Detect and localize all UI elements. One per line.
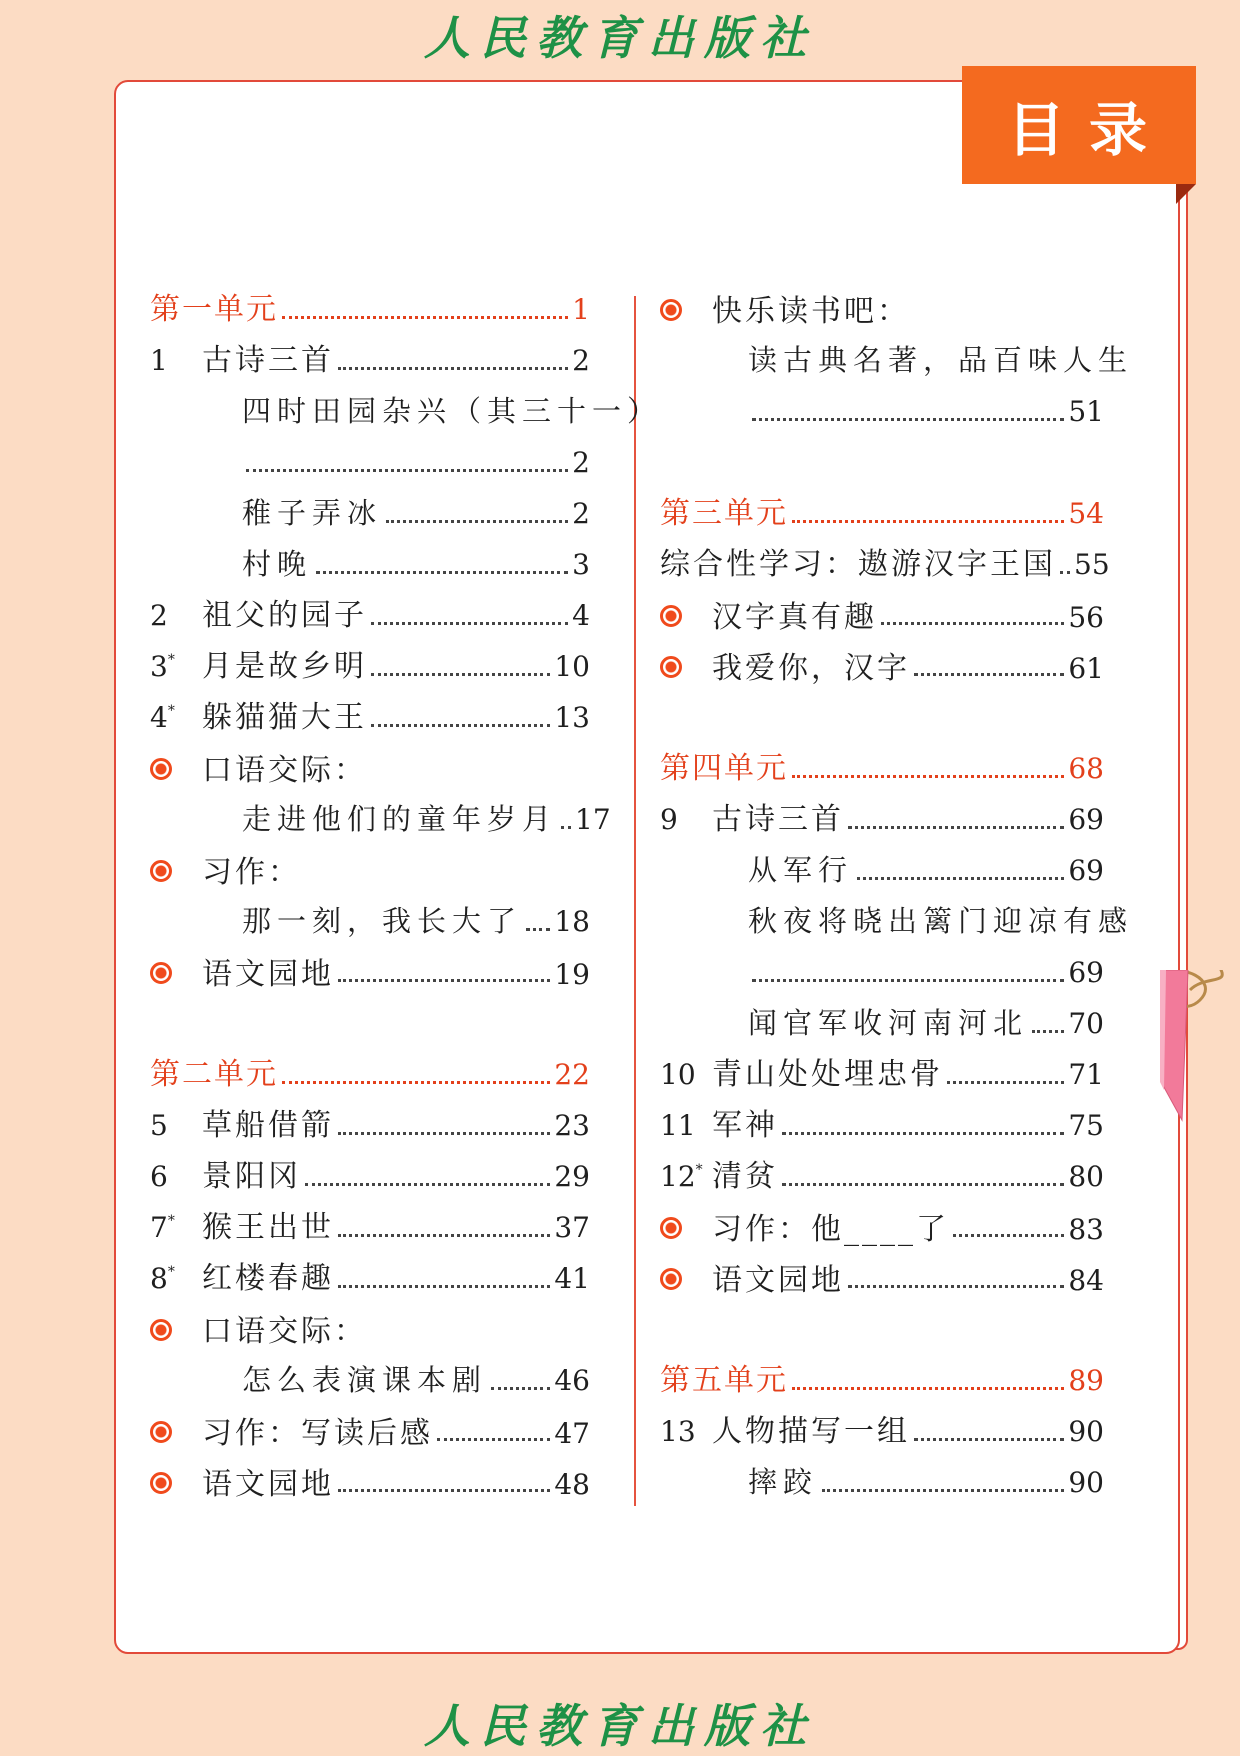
- entry-title: 习作：他____了: [712, 1211, 949, 1247]
- entry-title: 语文园地: [712, 1262, 844, 1298]
- target-circle-icon: [150, 1472, 172, 1494]
- unit-row[interactable]: [660, 488, 1104, 539]
- toc-row[interactable]: [150, 794, 611, 845]
- dot-leader: [857, 877, 1064, 880]
- optional-star: *: [695, 1162, 703, 1178]
- toc-row[interactable]: [660, 1406, 1104, 1457]
- target-circle-icon: [150, 1319, 172, 1341]
- section-gap: [660, 1304, 1104, 1355]
- dot-leader: [914, 1438, 1064, 1441]
- toc-row[interactable]: [150, 1253, 590, 1304]
- entry-title: 祖父的园子: [202, 598, 367, 633]
- entry-title: 第二单元: [150, 1057, 278, 1092]
- lesson-number: [150, 1100, 202, 1151]
- dot-leader: [338, 1285, 550, 1288]
- entry-title: 口语交际：: [202, 1313, 367, 1349]
- page-number: 47: [554, 1416, 590, 1450]
- page-title: 目录: [962, 66, 1196, 184]
- toc-row[interactable]: [660, 1253, 1104, 1304]
- bullet-icon: [150, 845, 202, 896]
- dot-leader: [914, 673, 1064, 676]
- dot-leader: [371, 673, 550, 676]
- page-number: 18: [554, 905, 590, 938]
- unit-row[interactable]: [660, 1355, 1104, 1406]
- unit-row[interactable]: [150, 284, 590, 335]
- toc-row[interactable]: [150, 1304, 590, 1355]
- optional-star: *: [167, 652, 175, 668]
- page-number: 41: [554, 1262, 590, 1295]
- entry-title: 口语交际：: [202, 752, 367, 788]
- toc-row[interactable]: [150, 590, 590, 641]
- bullet-icon: [150, 1457, 202, 1508]
- page-number: 22: [554, 1058, 590, 1091]
- page-number: 56: [1068, 600, 1104, 634]
- dot-leader: [848, 1285, 1064, 1288]
- entry-title: 红楼春趣: [202, 1261, 334, 1296]
- dot-leader: [371, 724, 550, 727]
- dot-leader: [338, 979, 550, 982]
- toc-row[interactable]: [660, 947, 1104, 998]
- lesson-number: [150, 1202, 202, 1253]
- page-number: 2: [572, 446, 590, 479]
- page-number: 71: [1068, 1058, 1104, 1091]
- page-number: 70: [1068, 1007, 1104, 1040]
- dot-leader: [246, 469, 568, 472]
- target-circle-icon: [660, 656, 682, 678]
- target-circle-icon: [150, 962, 172, 984]
- toc-row[interactable]: [150, 896, 590, 947]
- dot-leader: [305, 1183, 550, 1186]
- page-number: 75: [1068, 1109, 1104, 1142]
- lesson-number-text: 12: [660, 1160, 696, 1193]
- bullet-icon: [150, 1406, 202, 1457]
- toc-row[interactable]: [150, 1406, 590, 1457]
- bullet-icon: [660, 641, 712, 692]
- toc-row[interactable]: [150, 947, 590, 998]
- toc-row[interactable]: [660, 1202, 1104, 1253]
- optional-star: *: [167, 1264, 175, 1280]
- lesson-number-text: 3: [150, 650, 168, 683]
- toc-row[interactable]: [150, 641, 590, 692]
- dot-leader: [338, 367, 568, 370]
- entry-title: 闻官军收河南河北: [748, 1006, 1029, 1040]
- lesson-number-text: 13: [660, 1415, 696, 1448]
- lesson-number: [660, 794, 712, 845]
- page-number: 61: [1068, 651, 1104, 685]
- dot-leader: [782, 1132, 1064, 1135]
- entry-title: 军神: [712, 1108, 778, 1143]
- dot-leader: [338, 1234, 550, 1237]
- toc-row[interactable]: [150, 743, 590, 794]
- lesson-number-text: 4: [150, 701, 168, 734]
- dot-leader: [881, 622, 1064, 625]
- entry-title: 快乐读书吧：: [712, 293, 910, 329]
- lesson-number-text: 1: [150, 344, 168, 377]
- entry-title: 第四单元: [660, 751, 788, 786]
- toc-row[interactable]: [660, 1049, 1104, 1100]
- page-number: 13: [554, 701, 590, 734]
- target-circle-icon: [660, 299, 682, 321]
- optional-star: *: [167, 1213, 175, 1229]
- entry-title: 清贫: [712, 1159, 778, 1194]
- target-circle-icon: [660, 1268, 682, 1290]
- entry-title: 第一单元: [150, 292, 278, 327]
- page-number: 90: [1068, 1466, 1104, 1499]
- entry-title: 躲猫猫大王: [202, 700, 367, 735]
- toc-row[interactable]: [150, 488, 590, 539]
- dot-leader: [282, 1081, 550, 1084]
- page-number: 48: [554, 1467, 590, 1501]
- column-divider: [634, 296, 636, 1506]
- dot-leader: [1032, 1030, 1064, 1033]
- lesson-number: [150, 590, 202, 641]
- toc-left-column: [150, 284, 663, 1508]
- target-circle-icon: [660, 605, 682, 627]
- lesson-number-text: 6: [150, 1160, 168, 1193]
- entry-title: 我爱你，汉字: [712, 650, 910, 686]
- entry-title: 第三单元: [660, 496, 788, 531]
- dot-leader: [792, 1387, 1064, 1390]
- dot-leader: [386, 520, 568, 523]
- toc-row[interactable]: [150, 1100, 590, 1151]
- entry-title: 稚子弄冰: [242, 496, 383, 530]
- lesson-number-text: 11: [660, 1109, 696, 1142]
- section-gap: [660, 692, 1104, 743]
- lesson-number-text: 5: [150, 1109, 168, 1142]
- page-number: 37: [554, 1211, 590, 1244]
- page-number: 69: [1068, 956, 1104, 989]
- entry-title: 四时田园杂兴（其三十一）: [242, 394, 663, 428]
- bookmark-icon: [1160, 970, 1240, 1140]
- toc-row[interactable]: [660, 641, 1104, 692]
- page-number: 19: [554, 957, 590, 991]
- unit-row[interactable]: [660, 743, 1104, 794]
- page-number: 51: [1068, 395, 1104, 428]
- page-number: 89: [1068, 1364, 1104, 1397]
- entry-title: 月是故乡明: [202, 649, 367, 684]
- page-number: 68: [1068, 752, 1104, 785]
- target-circle-icon: [150, 860, 172, 882]
- dot-leader: [947, 1081, 1064, 1084]
- toc-row[interactable]: [660, 335, 1134, 386]
- toc-row[interactable]: [150, 437, 590, 488]
- page-number: 69: [1068, 803, 1104, 836]
- dot-leader: [437, 1438, 550, 1441]
- entry-title: 景阳冈: [202, 1159, 301, 1194]
- dot-leader: [822, 1489, 1064, 1492]
- toc-row[interactable]: [660, 284, 1104, 335]
- toc-row[interactable]: [150, 539, 590, 590]
- entry-title: 那一刻，我长大了: [242, 904, 523, 938]
- entry-title: 古诗三首: [712, 802, 844, 837]
- lesson-number: [150, 1253, 202, 1304]
- toc-row[interactable]: [660, 1457, 1104, 1508]
- section-gap: [660, 437, 1104, 488]
- entry-title: 汉字真有趣: [712, 599, 877, 635]
- dot-leader: [752, 418, 1064, 421]
- entry-title: 草船借箭: [202, 1108, 334, 1143]
- entry-title: 语文园地: [202, 956, 334, 992]
- lesson-number: [150, 1151, 202, 1202]
- toc-row[interactable]: [150, 386, 663, 437]
- dot-leader: [371, 622, 568, 625]
- dot-leader: [792, 520, 1064, 523]
- entry-title: 秋夜将晓出篱门迎凉有感: [748, 904, 1134, 938]
- page-number: 2: [572, 497, 590, 530]
- unit-row[interactable]: [150, 1049, 590, 1100]
- dot-leader: [282, 316, 568, 319]
- page-number: 23: [554, 1109, 590, 1142]
- target-circle-icon: [150, 758, 172, 780]
- toc-row[interactable]: [660, 794, 1104, 845]
- page-number: 84: [1068, 1263, 1104, 1297]
- entry-title: 习作：写读后感: [202, 1415, 433, 1451]
- page-number: 46: [554, 1364, 590, 1397]
- entry-title: 第五单元: [660, 1363, 788, 1398]
- title-tab-fold: [1176, 184, 1196, 204]
- entry-title: 习作：: [202, 854, 301, 890]
- page-number: 90: [1068, 1415, 1104, 1448]
- page-number: 17: [575, 803, 611, 836]
- entry-title: 读古典名著，品百味人生: [748, 343, 1134, 377]
- bullet-icon: [150, 743, 202, 794]
- toc-row[interactable]: [150, 1457, 590, 1508]
- toc-row[interactable]: [150, 335, 590, 386]
- toc-row[interactable]: [660, 998, 1104, 1049]
- entry-title: 语文园地: [202, 1466, 334, 1502]
- page-number: 80: [1068, 1160, 1104, 1193]
- bullet-icon: [150, 1304, 202, 1355]
- bullet-icon: [660, 590, 712, 641]
- page-number: 54: [1068, 497, 1104, 530]
- dot-leader: [338, 1489, 550, 1492]
- lesson-number: [660, 1151, 712, 1202]
- dot-leader: [752, 979, 1064, 982]
- lesson-number: [660, 1049, 712, 1100]
- toc-row[interactable]: [150, 692, 590, 743]
- optional-star: *: [167, 703, 175, 719]
- bullet-icon: [660, 1202, 712, 1253]
- target-circle-icon: [660, 1217, 682, 1239]
- lesson-number-text: 9: [660, 803, 678, 836]
- page-number: 2: [572, 344, 590, 377]
- page-number: 55: [1074, 548, 1110, 581]
- publisher-logo-top: 人民教育出版社: [424, 11, 816, 65]
- page-number: 1: [572, 293, 590, 326]
- page-number: 69: [1068, 854, 1104, 887]
- toc-row[interactable]: [660, 386, 1104, 437]
- bullet-icon: [660, 1253, 712, 1304]
- toc-row[interactable]: [660, 1151, 1104, 1202]
- page-number: 10: [554, 650, 590, 683]
- lesson-number: [150, 641, 202, 692]
- entry-title: 猴王出世: [202, 1210, 334, 1245]
- dot-leader: [561, 826, 571, 829]
- dot-leader: [491, 1387, 550, 1390]
- toc-row[interactable]: [150, 1355, 590, 1406]
- entry-title: 摔跤: [748, 1465, 819, 1499]
- lesson-number-text: 2: [150, 599, 168, 632]
- entry-title: 青山处处埋忠骨: [712, 1057, 943, 1092]
- toc-right-column: [660, 284, 1134, 1508]
- entry-title: 村晚: [242, 547, 313, 581]
- lesson-number-text: 8: [150, 1262, 168, 1295]
- toc-row[interactable]: [150, 1202, 590, 1253]
- entry-title: 怎么表演课本剧: [242, 1363, 488, 1397]
- dot-leader: [953, 1234, 1064, 1237]
- section-gap: [150, 998, 590, 1049]
- entry-title: 人物描写一组: [712, 1414, 910, 1449]
- toc-row[interactable]: [660, 845, 1104, 896]
- entry-title: 综合性学习：遨游汉字王国: [660, 547, 1056, 582]
- entry-title: 走进他们的童年岁月: [242, 802, 558, 836]
- page-number: 29: [554, 1160, 590, 1193]
- lesson-number: [660, 1406, 712, 1457]
- page-number: 3: [572, 548, 590, 581]
- dot-leader: [526, 928, 550, 931]
- bullet-icon: [150, 947, 202, 998]
- target-circle-icon: [150, 1421, 172, 1443]
- dot-leader: [848, 826, 1064, 829]
- publisher-logo-bottom: 人民教育出版社: [424, 1699, 816, 1753]
- toc-row[interactable]: [660, 590, 1104, 641]
- entry-title: 从军行: [748, 853, 854, 887]
- toc-row[interactable]: [660, 1100, 1104, 1151]
- dot-leader: [1060, 571, 1070, 574]
- toc-row[interactable]: [660, 896, 1134, 947]
- bullet-icon: [660, 284, 712, 335]
- lesson-number-text: 7: [150, 1211, 168, 1244]
- page-number: 4: [572, 599, 590, 632]
- page-number: 83: [1068, 1212, 1104, 1246]
- toc-row[interactable]: [150, 845, 590, 896]
- entry-title: 古诗三首: [202, 343, 334, 378]
- dot-leader: [792, 775, 1064, 778]
- dot-leader: [782, 1183, 1064, 1186]
- lesson-number: [150, 335, 202, 386]
- toc-row[interactable]: [150, 1151, 590, 1202]
- toc-row[interactable]: [660, 539, 1110, 590]
- dot-leader: [316, 571, 568, 574]
- lesson-number: [660, 1100, 712, 1151]
- dot-leader: [338, 1132, 550, 1135]
- lesson-number-text: 10: [660, 1058, 696, 1091]
- lesson-number: [150, 692, 202, 743]
